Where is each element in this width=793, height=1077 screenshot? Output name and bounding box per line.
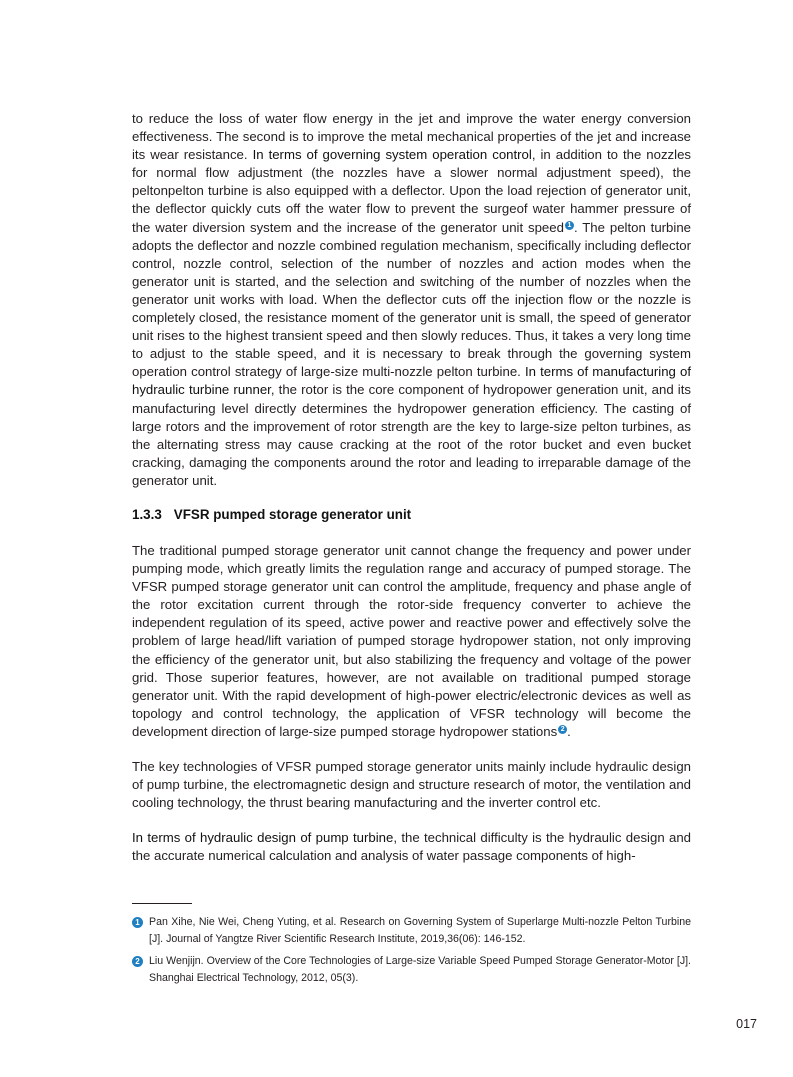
footnote-marker-1: 1 [132, 917, 143, 928]
body-paragraph-vfsr-intro [132, 542, 691, 741]
body-paragraph-hydraulic-design [132, 829, 691, 865]
footnote-text: Liu Wenjijn. Overview of the Core Technologies of Large-size Variable Speed Pumped Storage Generator-Motor [J]. Shanghai Electrical Technology, 2012, 05(3). [149, 955, 691, 984]
emphasis-governing-control: In terms of governing system operation control [252, 147, 532, 163]
footnote-ref-1[interactable]: 1 [565, 221, 574, 230]
emphasis-hydraulic-design: In terms of hydraulic design of pump turbine [132, 830, 394, 846]
section-heading [132, 506, 691, 524]
text-run: to reduce the loss of water flow energy in the jet and improve the water energy conversion effectiveness. The second is to improve the metal mechanical properties of the jet and increase its wear resistance. [132, 111, 691, 163]
footnote-ref-2[interactable]: 2 [558, 725, 567, 734]
text-run: The traditional pumped storage generator unit cannot change the frequency and power under pumping mode, which greatly limits the regulation range and accuracy of pumped storage. The VFSR pumped storage generator unit can control the amplitude, frequency and phase angle of the rotor excitation current through the rotor-side frequency converter to achieve the independent regulation of its speed, active power and reactive power and effectively solve the problem of large head/lift variation of pumped storage hydropower station, not only improving the efficiency of the generator unit, but also stabilizing the frequency and voltage of the power grid. Those superior features, however, are not available on traditional pumped storage generator unit. With the rapid development of high-power electric/electronic devices as well as topology and control technology, the application of VFSR technology will become the development direction of large-size pumped storage hydropower stations [132, 542, 691, 739]
footnote-2 [132, 953, 691, 986]
emphasis-runner-manufacturing: In terms of manufacturing of hydraulic turbine runner [132, 364, 691, 398]
body-paragraph-key-technologies: The key technologies of VFSR pumped storage generator units mainly include hydraulic design of pump turbine, the electromagnetic design and structure research of motor, the ventilation and cooling technology, the thrust bearing manufacturing and the inverter control etc. [132, 759, 691, 811]
text-run: , in addition to the nozzles for normal flow adjustment (the nozzles have a slower normal adjustment speed), the peltonpelton turbine is also equipped with a deflector. Upon the load rejection of generator unit, the deflector quickly cuts off the water flow to prevent the surgeof water hammer pressure of the water diversion system and the increase of the generator unit speed [132, 147, 691, 235]
text-run: . The pelton turbine adopts the deflector and nozzle combined regulation mechanism, specifically including deflector control, nozzle control, selection of the number of nozzles and action modes when the generator unit is started, and the selection and switching of the number of nozzles when the generator unit works with load. When the deflector cuts off the injection flow or the nozzle is completely closed, the resistance moment of the generator unit is small, the speed of generator unit rises to the highest transient speed and then slowly reduces. Thus, it takes a very long time to adjust to the stable speed, and it is necessary to break through the governing system operation control strategy of large-size multi-nozzle pelton turbine. [132, 219, 691, 380]
footnotes [132, 914, 691, 992]
footnote-1 [132, 914, 691, 947]
section-number: 1.3.3 [132, 506, 162, 522]
footnote-divider [132, 903, 192, 904]
section-title: VFSR pumped storage generator unit [173, 506, 412, 522]
page-number: 017 [736, 1017, 757, 1031]
footnote-marker-2: 2 [132, 956, 143, 967]
text-run: , the technical difficulty is the hydraulic design and the accurate numerical calculation and analysis of water passage components of high- [132, 830, 691, 864]
text-run: . [567, 723, 571, 739]
text-run: , the rotor is the core component of hydropower generation unit, and its manufacturing level directly determines the hydropower generation efficiency. The casting of large rotors and the improvement of rotor strength are the key to large-size pelton turbines, as the alternating stress may cause cracking at the root of the rotor bucket and even bucket cracking, damaging the components around the rotor and leading to irreparable damage of the generator unit. [132, 382, 691, 488]
footnote-text: Pan Xihe, Nie Wei, Cheng Yuting, et al. Research on Governing System of Superlarge Multi-nozzle Pelton Turbine [J]. Journal of Yangtze River Scientific Research Institute, 2019,36(06): 146-152. [149, 916, 691, 945]
body-paragraph-pelton [132, 110, 691, 490]
page-body [132, 110, 691, 865]
